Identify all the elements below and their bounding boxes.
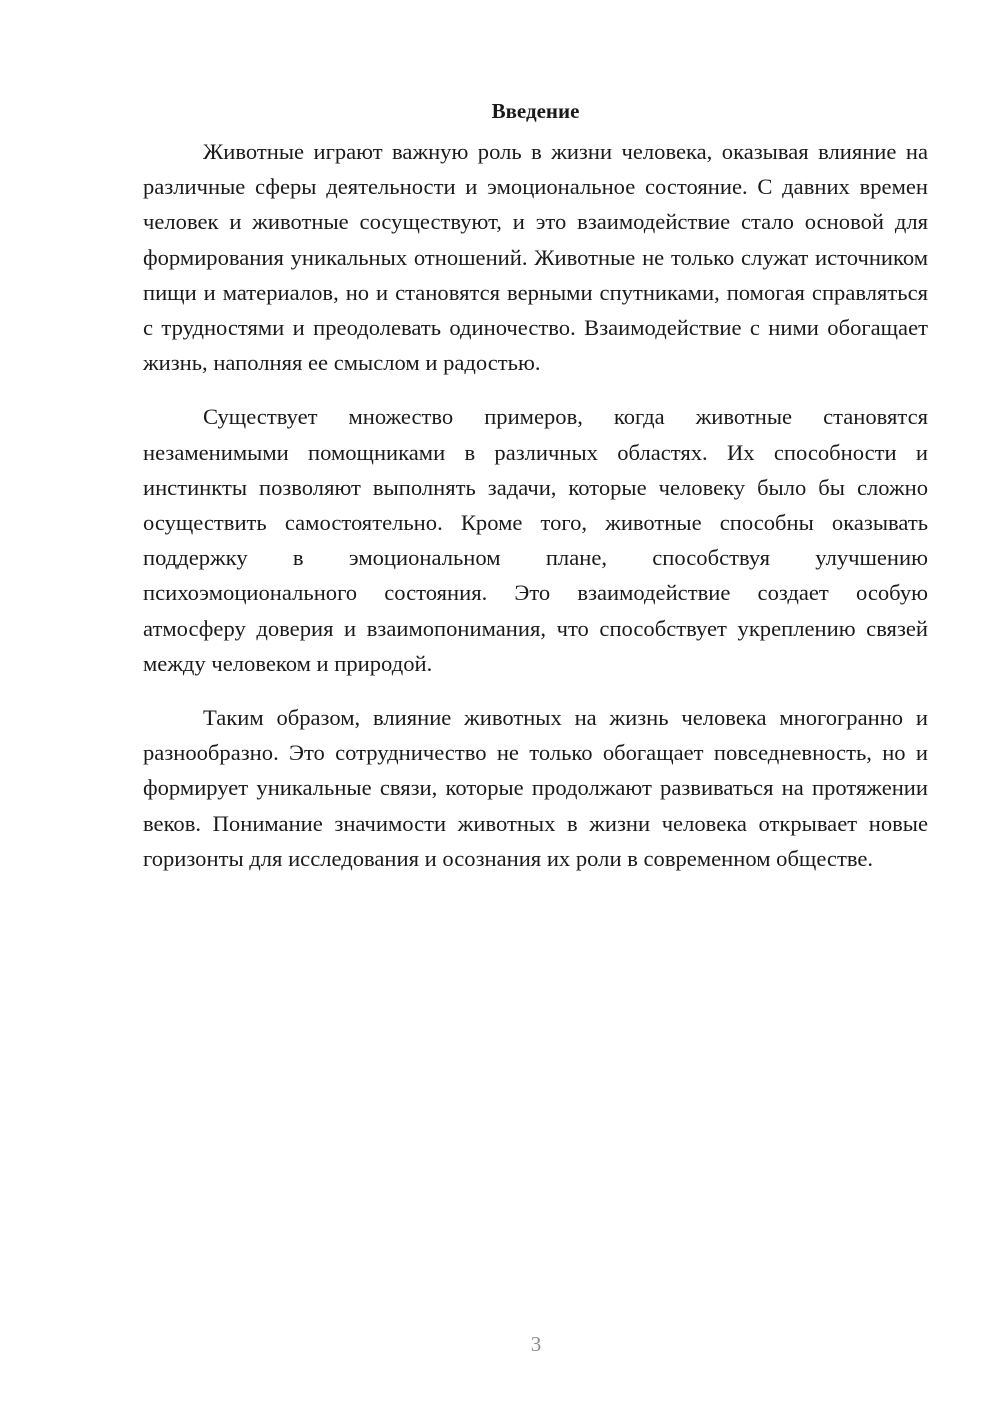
- paragraph-1: Животные играют важную роль в жизни человека, оказывая влияние на различные сферы деятельности и эмоциональное состояние. С давних времен человек и животные сосуществуют, и это взаимодействие стало основой для формирования уникальных отношений. Животные не только служат источником пищи и материалов, но и становятся верными спутниками, помогая справляться с трудностями и преодолевать одиночество. Взаимодействие с ними обогащает жизнь, наполняя ее смыслом и радостью.: [143, 139, 928, 376]
- paragraph-2: Существует множество примеров, когда животные становятся незаменимыми помощниками в различных областях. Их способности и инстинкты позволяют выполнять задачи, которые человеку было бы сложно осуществить самостоятельно. Кроме того, животные способны оказывать поддержку в эмоциональном плане, способствуя улучшению психоэмоционального состояния. Это взаимодействие создает особую атмосферу доверия и взаимопонимания, что способствует укреплению связей между человеком и природой.: [143, 404, 928, 676]
- section-title: Введение: [491, 99, 580, 123]
- page-number: 3: [530, 1332, 542, 1356]
- paragraph-3: Таким образом, влияние животных на жизнь человека многогранно и разнообразно. Это сотрудничество не только обогащает повседневность, но и формирует уникальные связи, которые продолжают развиваться на протяжении веков. Понимание значимости животных в жизни человека открывает новые горизонты для исследования и осознания их роли в современном обществе.: [143, 705, 928, 871]
- page-content: [143, 96, 928, 895]
